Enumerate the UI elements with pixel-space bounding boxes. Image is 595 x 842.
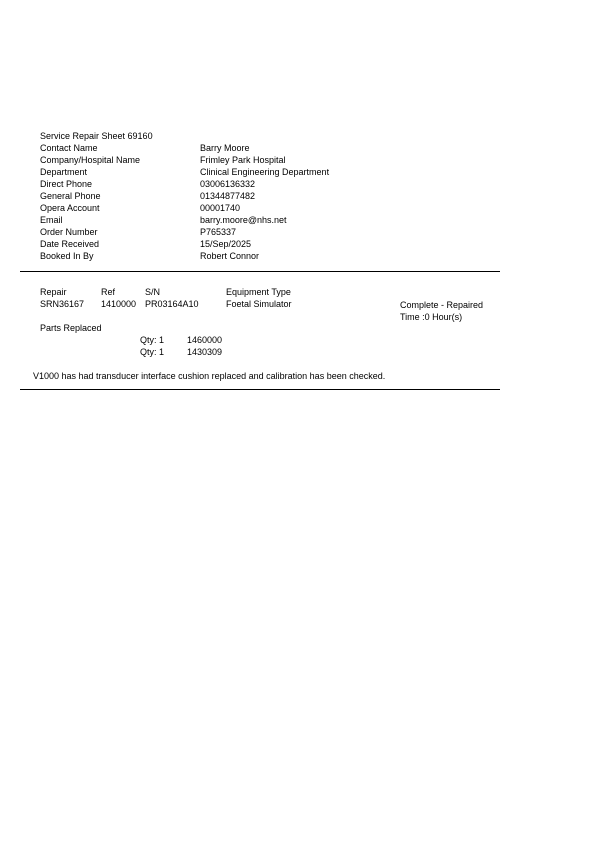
col-header-repair: Repair	[40, 287, 67, 297]
part-number: 1460000	[187, 335, 223, 345]
cell-status: Complete - Repaired	[400, 300, 484, 310]
cell-equipment-type: Foetal Simulator	[226, 299, 292, 309]
cell-ref: 1410000	[101, 299, 137, 309]
detail-value-contact: Barry Moore	[200, 143, 250, 153]
cell-repair: SRN36167	[40, 299, 85, 309]
cell-time: Time :0 Hour(s)	[400, 312, 463, 322]
detail-label-general-phone: General Phone	[40, 191, 101, 201]
detail-value-company: Frimley Park Hospital	[200, 155, 286, 165]
divider-top	[20, 271, 500, 272]
detail-label-order-number: Order Number	[40, 227, 98, 237]
sheet-title: Service Repair Sheet 69160	[40, 131, 153, 141]
detail-value-general-phone: 01344877482	[200, 191, 256, 201]
detail-label-booked-in-by: Booked In By	[40, 251, 94, 261]
detail-label-department: Department	[40, 167, 88, 177]
detail-label-email: Email	[40, 215, 63, 225]
part-qty: Qty: 1	[140, 347, 165, 357]
part-number: 1430309	[187, 347, 223, 357]
detail-value-direct-phone: 03006136332	[200, 179, 256, 189]
detail-value-opera-account: 00001740	[200, 203, 241, 213]
detail-value-booked-in-by: Robert Connor	[200, 251, 260, 261]
divider-bottom	[20, 389, 500, 390]
detail-label-contact: Contact Name	[40, 143, 98, 153]
col-header-ref: Ref	[101, 287, 116, 297]
detail-label-company: Company/Hospital Name	[40, 155, 141, 165]
detail-label-date-received: Date Received	[40, 239, 100, 249]
cell-sn: PR03164A10	[145, 299, 199, 309]
detail-value-department: Clinical Engineering Department	[200, 167, 330, 177]
col-header-equipment-type: Equipment Type	[226, 287, 291, 297]
detail-value-date-received: 15/Sep/2025	[200, 239, 252, 249]
detail-label-direct-phone: Direct Phone	[40, 179, 93, 189]
detail-label-opera-account: Opera Account	[40, 203, 100, 213]
repair-notes: V1000 has had transducer interface cushion replaced and calibration has been checked.	[33, 371, 386, 381]
detail-value-order-number: P765337	[200, 227, 237, 237]
detail-value-email: barry.moore@nhs.net	[200, 215, 287, 225]
col-header-sn: S/N	[145, 287, 161, 297]
parts-heading: Parts Replaced	[40, 323, 102, 333]
part-qty: Qty: 1	[140, 335, 165, 345]
